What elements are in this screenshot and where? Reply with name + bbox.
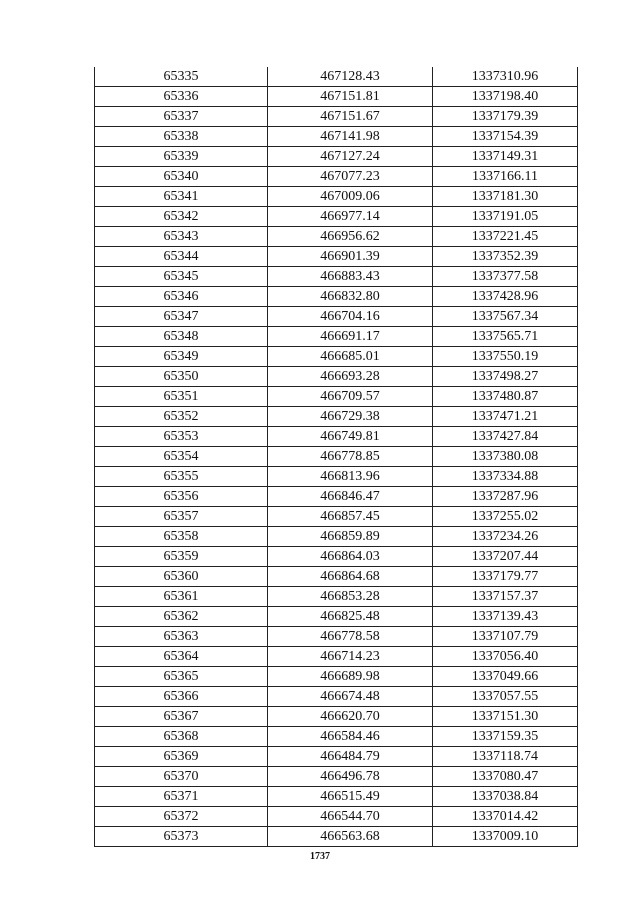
y-coordinate-cell: 1337550.19 <box>433 347 578 367</box>
y-coordinate-cell: 1337471.21 <box>433 407 578 427</box>
x-coordinate-cell: 466704.16 <box>268 307 433 327</box>
x-coordinate-cell: 466778.58 <box>268 627 433 647</box>
y-coordinate-cell: 1337107.79 <box>433 627 578 647</box>
point-id-cell: 65354 <box>95 447 268 467</box>
table-row <box>95 587 578 607</box>
x-coordinate-cell: 466778.85 <box>268 447 433 467</box>
point-id-cell: 65359 <box>95 547 268 567</box>
point-id-cell: 65335 <box>95 67 268 87</box>
x-coordinate-cell: 466685.01 <box>268 347 433 367</box>
x-coordinate-cell: 466749.81 <box>268 427 433 447</box>
y-coordinate-cell: 1337234.26 <box>433 527 578 547</box>
point-id-cell: 65366 <box>95 687 268 707</box>
x-coordinate-cell: 466729.38 <box>268 407 433 427</box>
x-coordinate-cell: 467141.98 <box>268 127 433 147</box>
y-coordinate-cell: 1337009.10 <box>433 827 578 847</box>
y-coordinate-cell: 1337567.34 <box>433 307 578 327</box>
point-id-cell: 65346 <box>95 287 268 307</box>
x-coordinate-cell: 466515.49 <box>268 787 433 807</box>
table-row <box>95 747 578 767</box>
y-coordinate-cell: 1337498.27 <box>433 367 578 387</box>
x-coordinate-cell: 466709.57 <box>268 387 433 407</box>
x-coordinate-cell: 467009.06 <box>268 187 433 207</box>
y-coordinate-cell: 1337310.96 <box>433 67 578 87</box>
table-row <box>95 807 578 827</box>
table-row <box>95 787 578 807</box>
table-row <box>95 187 578 207</box>
point-id-cell: 65351 <box>95 387 268 407</box>
point-id-cell: 65371 <box>95 787 268 807</box>
table-row <box>95 227 578 247</box>
table-row <box>95 147 578 167</box>
y-coordinate-cell: 1337352.39 <box>433 247 578 267</box>
y-coordinate-cell: 1337151.30 <box>433 707 578 727</box>
point-id-cell: 65369 <box>95 747 268 767</box>
page-number: 1737 <box>310 851 330 862</box>
x-coordinate-cell: 466496.78 <box>268 767 433 787</box>
y-coordinate-cell: 1337118.74 <box>433 747 578 767</box>
table-row <box>95 567 578 587</box>
y-coordinate-cell: 1337154.39 <box>433 127 578 147</box>
table-row <box>95 427 578 447</box>
table-row <box>95 387 578 407</box>
y-coordinate-cell: 1337056.40 <box>433 647 578 667</box>
table-row <box>95 207 578 227</box>
point-id-cell: 65363 <box>95 627 268 647</box>
point-id-cell: 65352 <box>95 407 268 427</box>
table-row <box>95 507 578 527</box>
x-coordinate-cell: 466813.96 <box>268 467 433 487</box>
table-row <box>95 67 578 87</box>
y-coordinate-cell: 1337038.84 <box>433 787 578 807</box>
x-coordinate-cell: 466620.70 <box>268 707 433 727</box>
point-id-cell: 65345 <box>95 267 268 287</box>
table-row <box>95 287 578 307</box>
x-coordinate-cell: 466864.03 <box>268 547 433 567</box>
table-row <box>95 447 578 467</box>
point-id-cell: 65342 <box>95 207 268 227</box>
table-row <box>95 547 578 567</box>
point-id-cell: 65367 <box>95 707 268 727</box>
point-id-cell: 65355 <box>95 467 268 487</box>
x-coordinate-cell: 467127.24 <box>268 147 433 167</box>
y-coordinate-cell: 1337181.30 <box>433 187 578 207</box>
x-coordinate-cell: 466693.28 <box>268 367 433 387</box>
y-coordinate-cell: 1337377.58 <box>433 267 578 287</box>
x-coordinate-cell: 467077.23 <box>268 167 433 187</box>
x-coordinate-cell: 466689.98 <box>268 667 433 687</box>
x-coordinate-cell: 467151.67 <box>268 107 433 127</box>
table-row <box>95 467 578 487</box>
x-coordinate-cell: 466584.46 <box>268 727 433 747</box>
table-row <box>95 607 578 627</box>
y-coordinate-cell: 1337179.39 <box>433 107 578 127</box>
y-coordinate-cell: 1337207.44 <box>433 547 578 567</box>
y-coordinate-cell: 1337149.31 <box>433 147 578 167</box>
point-id-cell: 65348 <box>95 327 268 347</box>
y-coordinate-cell: 1337565.71 <box>433 327 578 347</box>
y-coordinate-cell: 1337049.66 <box>433 667 578 687</box>
table-row <box>95 627 578 647</box>
point-id-cell: 65339 <box>95 147 268 167</box>
point-id-cell: 65350 <box>95 367 268 387</box>
table-row <box>95 327 578 347</box>
table-row <box>95 127 578 147</box>
point-id-cell: 65336 <box>95 87 268 107</box>
point-id-cell: 65340 <box>95 167 268 187</box>
y-coordinate-cell: 1337166.11 <box>433 167 578 187</box>
y-coordinate-cell: 1337157.37 <box>433 587 578 607</box>
x-coordinate-cell: 466832.80 <box>268 287 433 307</box>
point-id-cell: 65341 <box>95 187 268 207</box>
table-row <box>95 307 578 327</box>
table-row <box>95 727 578 747</box>
point-id-cell: 65365 <box>95 667 268 687</box>
x-coordinate-cell: 466857.45 <box>268 507 433 527</box>
x-coordinate-cell: 466825.48 <box>268 607 433 627</box>
point-id-cell: 65349 <box>95 347 268 367</box>
table-row <box>95 707 578 727</box>
point-id-cell: 65362 <box>95 607 268 627</box>
table-row <box>95 347 578 367</box>
table-row <box>95 647 578 667</box>
table-row <box>95 367 578 387</box>
point-id-cell: 65337 <box>95 107 268 127</box>
y-coordinate-cell: 1337221.45 <box>433 227 578 247</box>
point-id-cell: 65360 <box>95 567 268 587</box>
x-coordinate-cell: 466484.79 <box>268 747 433 767</box>
point-id-cell: 65358 <box>95 527 268 547</box>
table-row <box>95 687 578 707</box>
table-row <box>95 107 578 127</box>
point-id-cell: 65343 <box>95 227 268 247</box>
point-id-cell: 65370 <box>95 767 268 787</box>
y-coordinate-cell: 1337334.88 <box>433 467 578 487</box>
y-coordinate-cell: 1337255.02 <box>433 507 578 527</box>
point-id-cell: 65356 <box>95 487 268 507</box>
x-coordinate-cell: 466691.17 <box>268 327 433 347</box>
x-coordinate-cell: 466674.48 <box>268 687 433 707</box>
x-coordinate-cell: 467128.43 <box>268 67 433 87</box>
table-row <box>95 767 578 787</box>
point-id-cell: 65353 <box>95 427 268 447</box>
point-id-cell: 65368 <box>95 727 268 747</box>
point-id-cell: 65361 <box>95 587 268 607</box>
x-coordinate-cell: 466859.89 <box>268 527 433 547</box>
y-coordinate-cell: 1337380.08 <box>433 447 578 467</box>
x-coordinate-cell: 466853.28 <box>268 587 433 607</box>
point-id-cell: 65372 <box>95 807 268 827</box>
coordinate-table-body <box>95 67 578 847</box>
y-coordinate-cell: 1337480.87 <box>433 387 578 407</box>
y-coordinate-cell: 1337057.55 <box>433 687 578 707</box>
x-coordinate-cell: 466956.62 <box>268 227 433 247</box>
table-row <box>95 527 578 547</box>
table-row <box>95 267 578 287</box>
x-coordinate-cell: 466883.43 <box>268 267 433 287</box>
y-coordinate-cell: 1337179.77 <box>433 567 578 587</box>
table-row <box>95 487 578 507</box>
x-coordinate-cell: 466977.14 <box>268 207 433 227</box>
y-coordinate-cell: 1337287.96 <box>433 487 578 507</box>
table-row <box>95 407 578 427</box>
x-coordinate-cell: 466544.70 <box>268 807 433 827</box>
y-coordinate-cell: 1337159.35 <box>433 727 578 747</box>
table-row <box>95 167 578 187</box>
y-coordinate-cell: 1337198.40 <box>433 87 578 107</box>
table-row <box>95 667 578 687</box>
point-id-cell: 65347 <box>95 307 268 327</box>
x-coordinate-cell: 466563.68 <box>268 827 433 847</box>
coordinate-table <box>94 67 578 847</box>
y-coordinate-cell: 1337139.43 <box>433 607 578 627</box>
table-row <box>95 247 578 267</box>
x-coordinate-cell: 467151.81 <box>268 87 433 107</box>
point-id-cell: 65357 <box>95 507 268 527</box>
y-coordinate-cell: 1337014.42 <box>433 807 578 827</box>
y-coordinate-cell: 1337428.96 <box>433 287 578 307</box>
point-id-cell: 65373 <box>95 827 268 847</box>
x-coordinate-cell: 466846.47 <box>268 487 433 507</box>
table-row <box>95 87 578 107</box>
point-id-cell: 65338 <box>95 127 268 147</box>
x-coordinate-cell: 466714.23 <box>268 647 433 667</box>
table-row <box>95 827 578 847</box>
x-coordinate-cell: 466864.68 <box>268 567 433 587</box>
y-coordinate-cell: 1337191.05 <box>433 207 578 227</box>
point-id-cell: 65364 <box>95 647 268 667</box>
x-coordinate-cell: 466901.39 <box>268 247 433 267</box>
y-coordinate-cell: 1337080.47 <box>433 767 578 787</box>
point-id-cell: 65344 <box>95 247 268 267</box>
y-coordinate-cell: 1337427.84 <box>433 427 578 447</box>
